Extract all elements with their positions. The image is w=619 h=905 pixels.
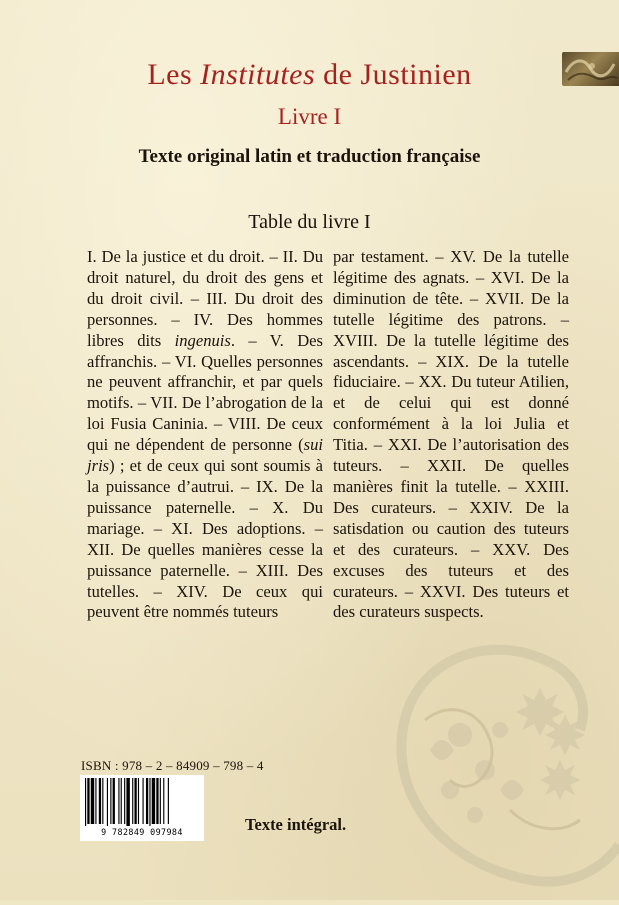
toc-left-column	[87, 247, 323, 623]
book-tagline: Texte original latin et traduction française	[138, 146, 481, 167]
barcode-bar	[107, 778, 108, 826]
barcode-bar	[163, 778, 164, 824]
barcode-bar	[99, 778, 101, 824]
book-title-part: de Justinien	[315, 58, 472, 91]
book-title-italic: Institutes	[200, 58, 316, 91]
barcode-bar	[124, 778, 125, 824]
barcode-bar	[152, 778, 155, 824]
book-subtitle: Livre I	[277, 104, 342, 129]
toc-text: ) ; et de ceux qui sont soumis à la puissance d’autrui. – IX. De la puissance paternelle. – X. Du mariage. – XI. Des adoptions. – XII. De quelles manières cesse la puissance paternelle. – XIII. Des tutelles. – XIV. De ceux qui peuvent être nommés tuteurs	[87, 456, 323, 622]
barcode-bar	[102, 778, 103, 824]
barcode-bar	[160, 778, 161, 824]
toc-right-column	[333, 247, 569, 623]
barcode-bar	[168, 778, 169, 824]
book-title	[0, 58, 619, 92]
barcode-bar	[138, 778, 139, 824]
toc-italic-term: sui jris	[87, 435, 323, 476]
illuminated-initial-ornament-icon	[390, 640, 619, 905]
barcode-bar	[95, 778, 96, 824]
barcode-bar	[134, 778, 136, 824]
barcode-bar	[113, 778, 115, 824]
toc-heading: Table du livre I	[248, 211, 371, 233]
barcode-bar	[118, 778, 119, 824]
barcode-bar	[149, 778, 150, 826]
barcode-bar	[110, 778, 111, 824]
toc-italic-term: ingenuis	[174, 330, 231, 350]
barcode-bar	[85, 778, 86, 826]
barcode-bar	[132, 778, 133, 824]
barcode	[80, 775, 204, 841]
barcode-bar	[87, 778, 89, 824]
barcode-bar	[156, 778, 158, 824]
barcode-digits: 9 782849 097984	[101, 827, 183, 837]
book-title-part: Les	[147, 58, 201, 91]
isbn-number: ISBN : 978 – 2 – 84909 – 798 – 4	[81, 758, 264, 773]
barcode-bar	[91, 778, 94, 824]
barcode-bar	[143, 778, 144, 824]
barcode-bar	[146, 778, 148, 824]
toc-text: . – V. Des affranchis. – VI. Quelles personnes ne peuvent affranchir, et par quels motifs. – VII. De l’abrogation de la loi Fusia Caninia. – VIII. De ceux qui ne dépendent de personne (	[87, 330, 324, 455]
full-text-note: Texte intégral.	[245, 815, 347, 834]
toc-text: I. De la justice et du droit. – II. Du droit naturel, du droit des gens et du droit civil. – III. Du droit des personnes. – IV. Des hommes libres dits	[87, 247, 323, 350]
barcode-bar	[121, 778, 122, 824]
toc-text: par testament. – XV. De la tutelle légitime des agnats. – XVI. De la diminution de tête. – XVII. De la tutelle légitime des patrons. – XVIII. De la tutelle légitime des ascendants. – XIX. De la tutelle fiduciaire. – XX. Du tuteur Atilien, et de celui qui est donné conformément à la loi Julia et Titia. – XXI. De l’autorisation des tuteurs. – XXII. De quelles manières finit la tutelle. – XXIII. Des curateurs. – XXIV. De la satisdation ou caution des tuteurs et des curateurs. – XXV. Des excuses des tuteurs et des curateurs. – XXVI. Des tuteurs et des curateurs suspects.	[333, 247, 569, 622]
barcode-bar	[126, 778, 129, 826]
